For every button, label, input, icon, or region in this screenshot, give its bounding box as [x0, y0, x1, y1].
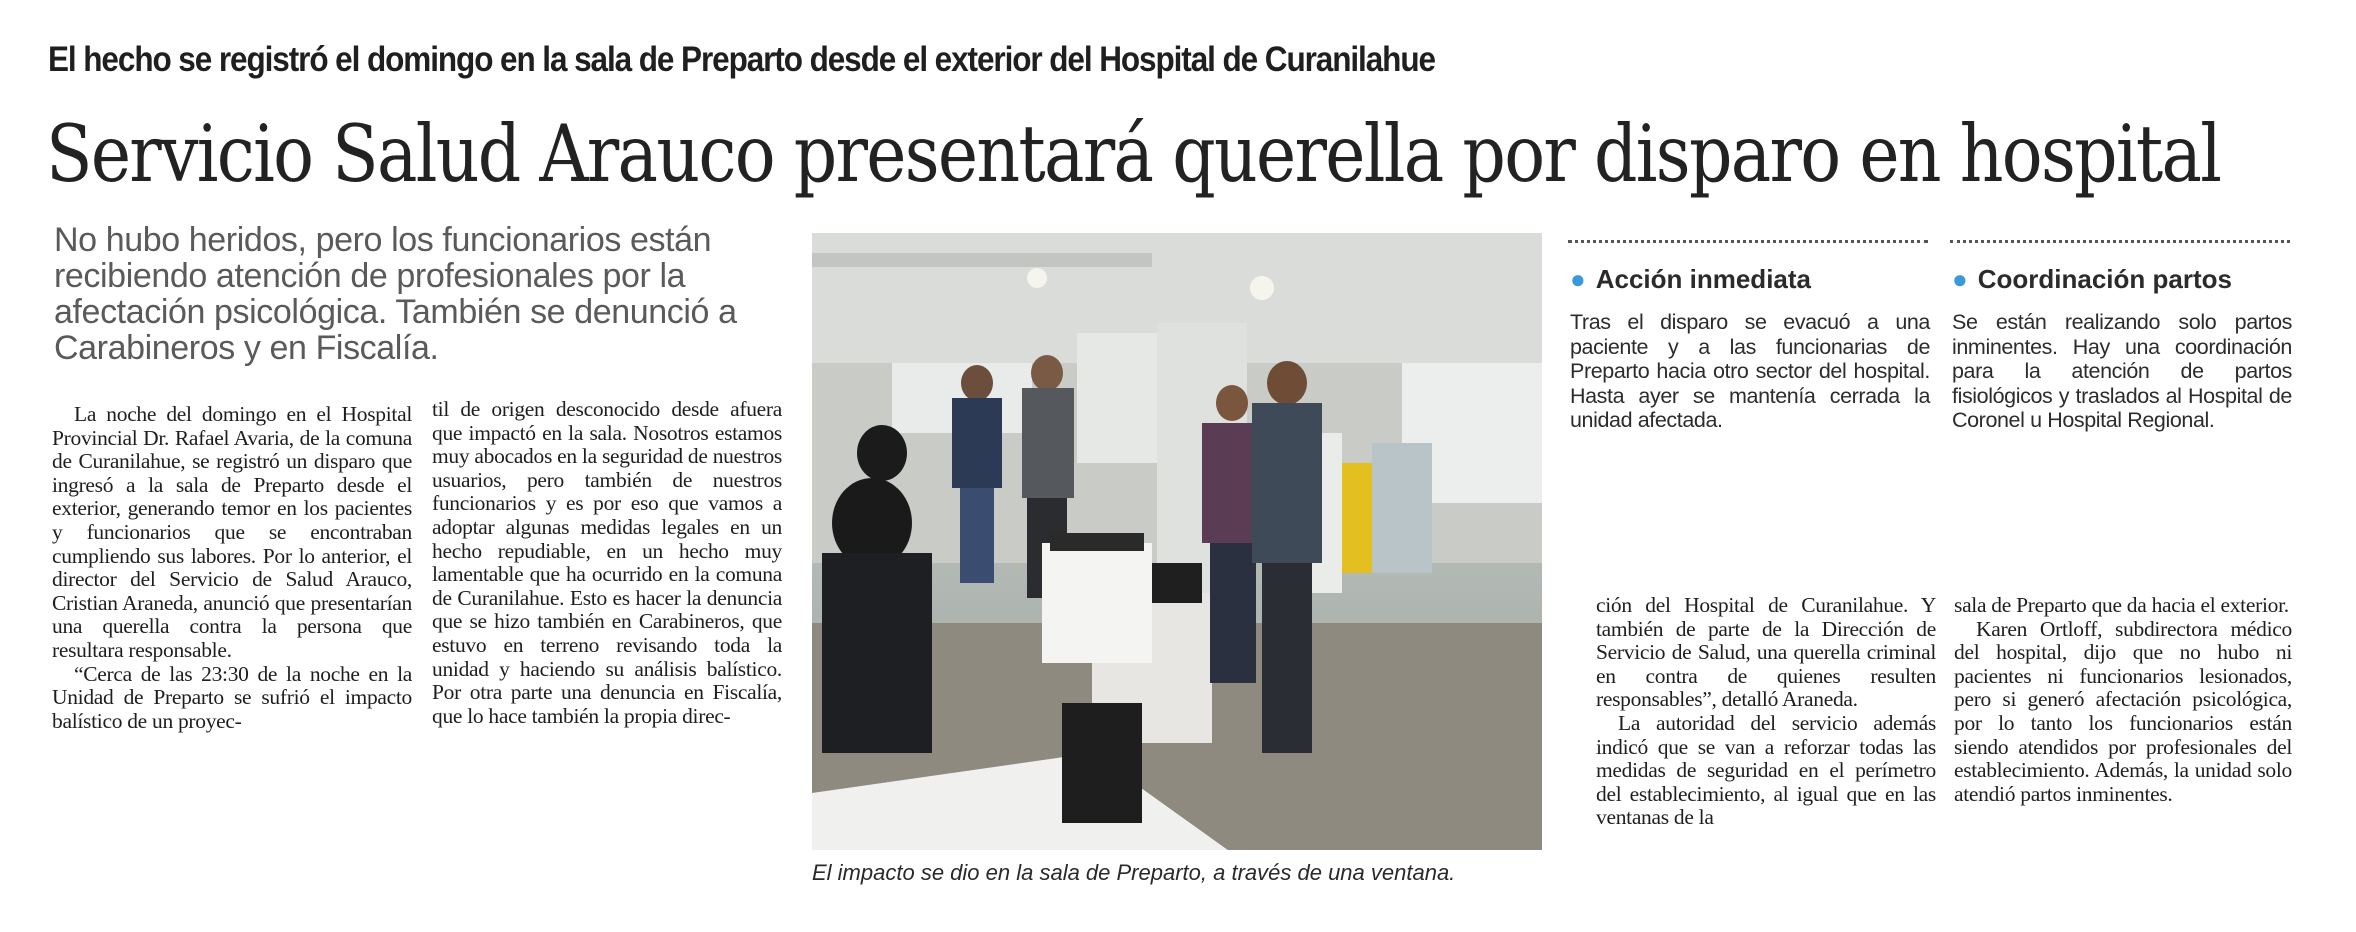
body-paragraph: Karen Ortloff, subdirectora médico del hospital, dijo que no hubo ni pacientes ni funcionarios lesionados, pero si generó afectación psicológica, por lo tanto los funcionarios están siendo atendidos por profesionales del establecimiento. Además, la unidad solo atendió partos inminentes. [1954, 616, 2292, 806]
sidebar-title [1952, 264, 2232, 295]
body-column-3 [1596, 594, 1936, 830]
body-paragraph: La noche del domingo en el Hospital Provincial Dr. Rafael Avaria, de la comuna de Curanilahue, se registró un disparo que ingresó a la sala de Preparto desde el exterior, generando temor en los pacientes y funcionarios que se encontraban cumpliendo sus labores. Por lo anterior, el director del Servicio de Salud Arauco, Cristian Araneda, anunció que presentarían una querella contra la persona que resultara responsable. [52, 402, 412, 662]
hospital-room-photo [812, 233, 1542, 850]
sidebar-rule [1950, 240, 2290, 243]
bullet-icon: ● [1952, 264, 1968, 294]
body-paragraph: sala de Preparto que da hacia el exterior. [1954, 593, 2289, 617]
sidebar-text: Tras el disparo se evacuó a una paciente y a las funcionarias de Preparto hacia otro sector del hospital. Hasta ayer se mantenía cerrada la unidad afectada. [1570, 310, 1930, 432]
sidebar-text: Se están realizando solo partos inminentes. Hay una coordinación para la atención de partos fisiológicos y traslados al Hospital de Coronel u Hospital Regional. [1952, 310, 2292, 432]
body-paragraph: La autoridad del servicio además indicó que se van a reforzar todas las medidas de seguridad en el perímetro del establecimiento, al igual que en las ventanas de la [1596, 710, 1936, 830]
body-column-1 [52, 403, 412, 733]
sidebar-title-text: Coordinación partos [1977, 264, 2232, 294]
bullet-icon: ● [1570, 264, 1586, 294]
body-paragraph: “Cerca de las 23:30 de la noche en la Unidad de Preparto se sufrió el impacto balístico de un proyec- [52, 661, 412, 733]
sidebar-title [1570, 264, 1811, 295]
article-kicker: El hecho se registró el domingo en la sala de Preparto desde el exterior del Hospital de Curanilahue [48, 40, 1435, 79]
article-lead: No hubo heridos, pero los funcionarios están recibiendo atención de profesionales por la afectación psicológica. También se denunció a Carabineros y en Fiscalía. [54, 221, 737, 367]
body-column-2 [432, 398, 782, 728]
body-column-4 [1954, 594, 2292, 806]
sidebar-rule [1568, 240, 1928, 243]
article-photo [812, 233, 1542, 850]
sidebar-title-text: Acción inmediata [1595, 264, 1811, 294]
article-headline: Servicio Salud Arauco presentará querella por disparo en hospital [46, 108, 2221, 200]
photo-caption: El impacto se dio en la sala de Preparto, a través de una ventana. [812, 860, 1456, 885]
body-paragraph: til de origen desconocido desde afuera que impactó en la sala. Nosotros estamos muy abocados en la seguridad de nuestros usuarios, pero también de nuestros funcionarios y es por eso que vamos a adoptar algunas medidas legales en un hecho repudiable, en un hecho muy lamentable que ha ocurrido en la comuna de Curanilahue. Esto es hacer la denuncia que se hizo también en Carabineros, que estuvo en terreno revisando toda la unidad y haciendo su análisis balístico. Por otra parte una denuncia en Fiscalía, que lo hace también la propia direc- [432, 397, 782, 728]
body-paragraph: ción del Hospital de Curanilahue. Y también de parte de la Dirección de Servicio de Salud, una querella criminal en contra de quienes resulten responsables”, detalló Araneda. [1596, 593, 1936, 712]
